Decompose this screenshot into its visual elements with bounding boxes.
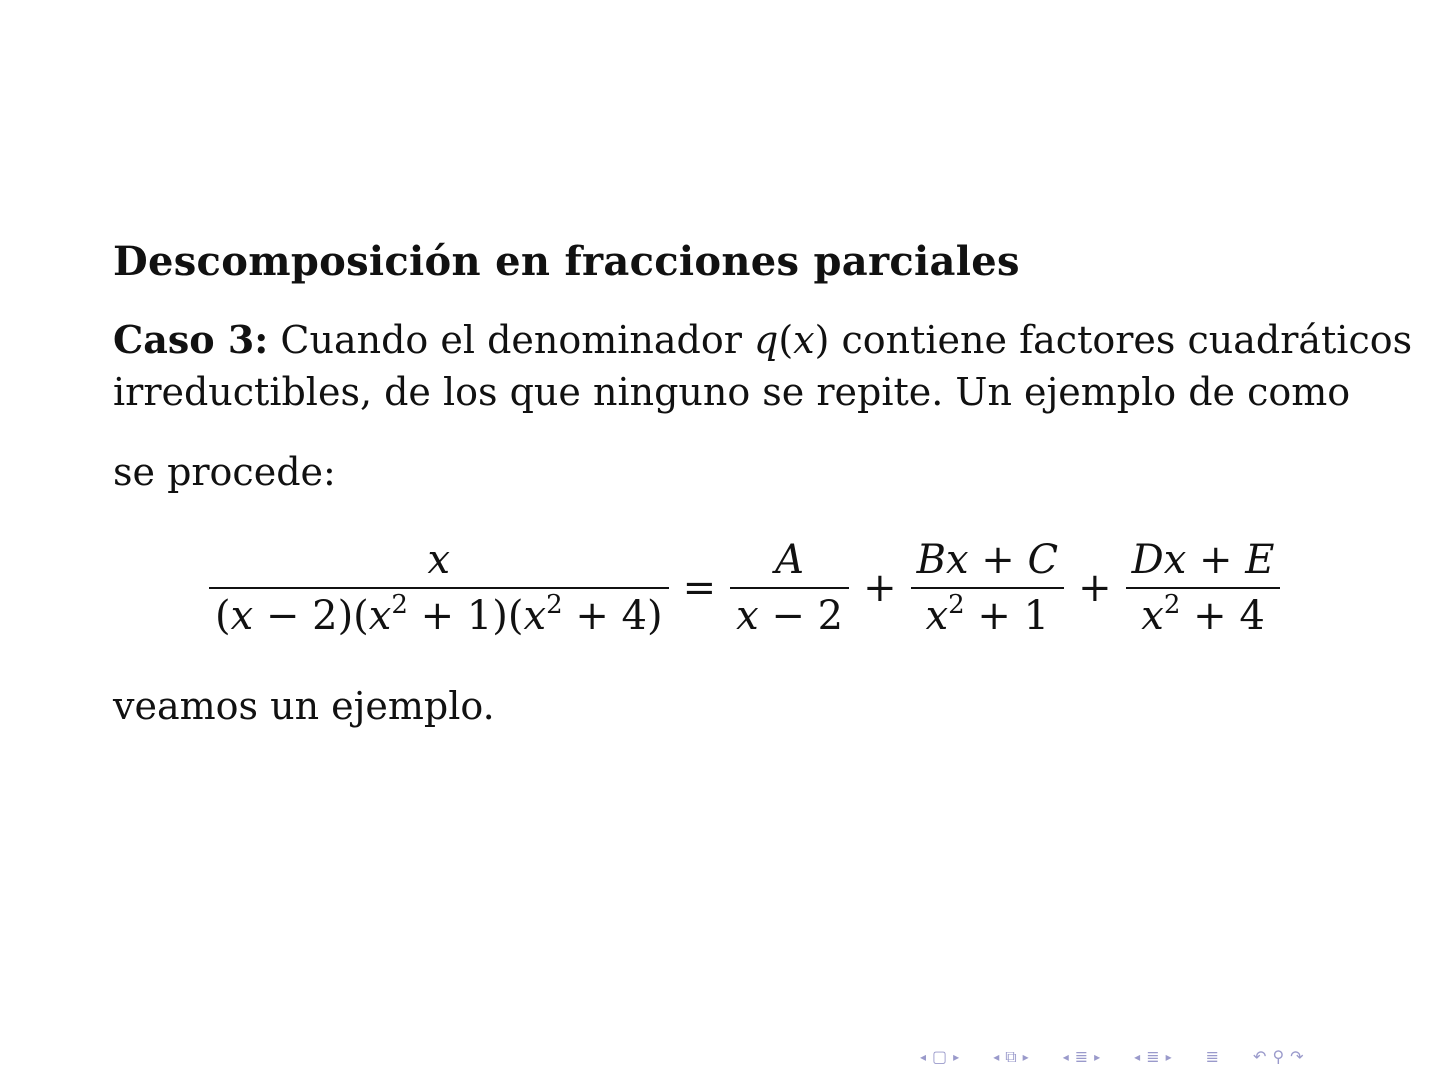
beamer-navigation-bar [920, 1044, 1430, 1070]
next-frame-arrow-icon[interactable]: ▸ [953, 1050, 960, 1064]
lhs-numerator: x [427, 537, 451, 583]
lhs-fraction [209, 533, 669, 643]
term-1-fraction [730, 533, 849, 643]
prev-subsection-arrow-icon[interactable]: ◂ [993, 1050, 1000, 1064]
paragraph-closing: veamos un ejemplo. [113, 684, 495, 728]
term-3-fraction [1126, 533, 1281, 643]
section-icon[interactable]: ≣ [1074, 1047, 1089, 1066]
term-1-denominator: x − 2 [736, 593, 844, 639]
term-2-numerator: Bx + C [916, 537, 1059, 583]
paragraph-case-3 [113, 314, 1412, 418]
subsection-icon[interactable]: ⧉ [1005, 1047, 1017, 1066]
frame-title: Descomposición en fracciones parciales [113, 238, 1020, 285]
case-text-1: Cuando el denominador [268, 318, 754, 362]
outline-icon[interactable]: ≣ [1205, 1047, 1220, 1066]
forward-icon[interactable]: ↷ [1290, 1047, 1304, 1066]
prev-appendix-arrow-icon[interactable]: ◂ [1134, 1050, 1141, 1064]
term-3-denominator: $x^2 + 4$ [1141, 590, 1265, 639]
prev-section-arrow-icon[interactable]: ◂ [1062, 1050, 1069, 1064]
lhs-denominator: $(x - 2)(x^2 + 1)(x^2 + 4)$ [215, 590, 663, 639]
partial-fraction-equation [205, 528, 1275, 648]
equals-sign: = [682, 565, 717, 611]
q-symbol: q [754, 318, 779, 362]
case-text-2: contiene factores cuadráticos [829, 318, 1413, 362]
plus-sign: + [1078, 565, 1112, 611]
term-1-numerator: A [775, 537, 805, 583]
next-section-arrow-icon[interactable]: ▸ [1094, 1050, 1101, 1064]
term-3-numerator: Dx + E [1131, 537, 1275, 583]
case-text-line-2: irreductibles, de los que ninguno se repite. Un ejemplo de como [113, 370, 1351, 414]
back-icon[interactable]: ↶ [1253, 1047, 1267, 1066]
prev-frame-arrow-icon[interactable]: ◂ [920, 1050, 927, 1064]
q-var: x [793, 318, 815, 362]
search-icon[interactable]: ⚲ [1272, 1047, 1285, 1066]
q-paren-open: ( [778, 318, 794, 362]
term-2-denominator: $x^2 + 1$ [925, 590, 1050, 639]
appendix-icon[interactable]: ≣ [1146, 1047, 1160, 1066]
case-label: Caso 3: [113, 317, 269, 362]
next-subsection-arrow-icon[interactable]: ▸ [1022, 1050, 1029, 1064]
next-appendix-arrow-icon[interactable]: ▸ [1165, 1050, 1172, 1064]
plus-sign: + [863, 565, 897, 611]
frame-icon[interactable]: ▢ [932, 1047, 948, 1066]
paragraph-procede: se procede: [113, 450, 336, 494]
term-2-fraction [911, 533, 1065, 643]
q-paren-close: ) [814, 318, 830, 362]
